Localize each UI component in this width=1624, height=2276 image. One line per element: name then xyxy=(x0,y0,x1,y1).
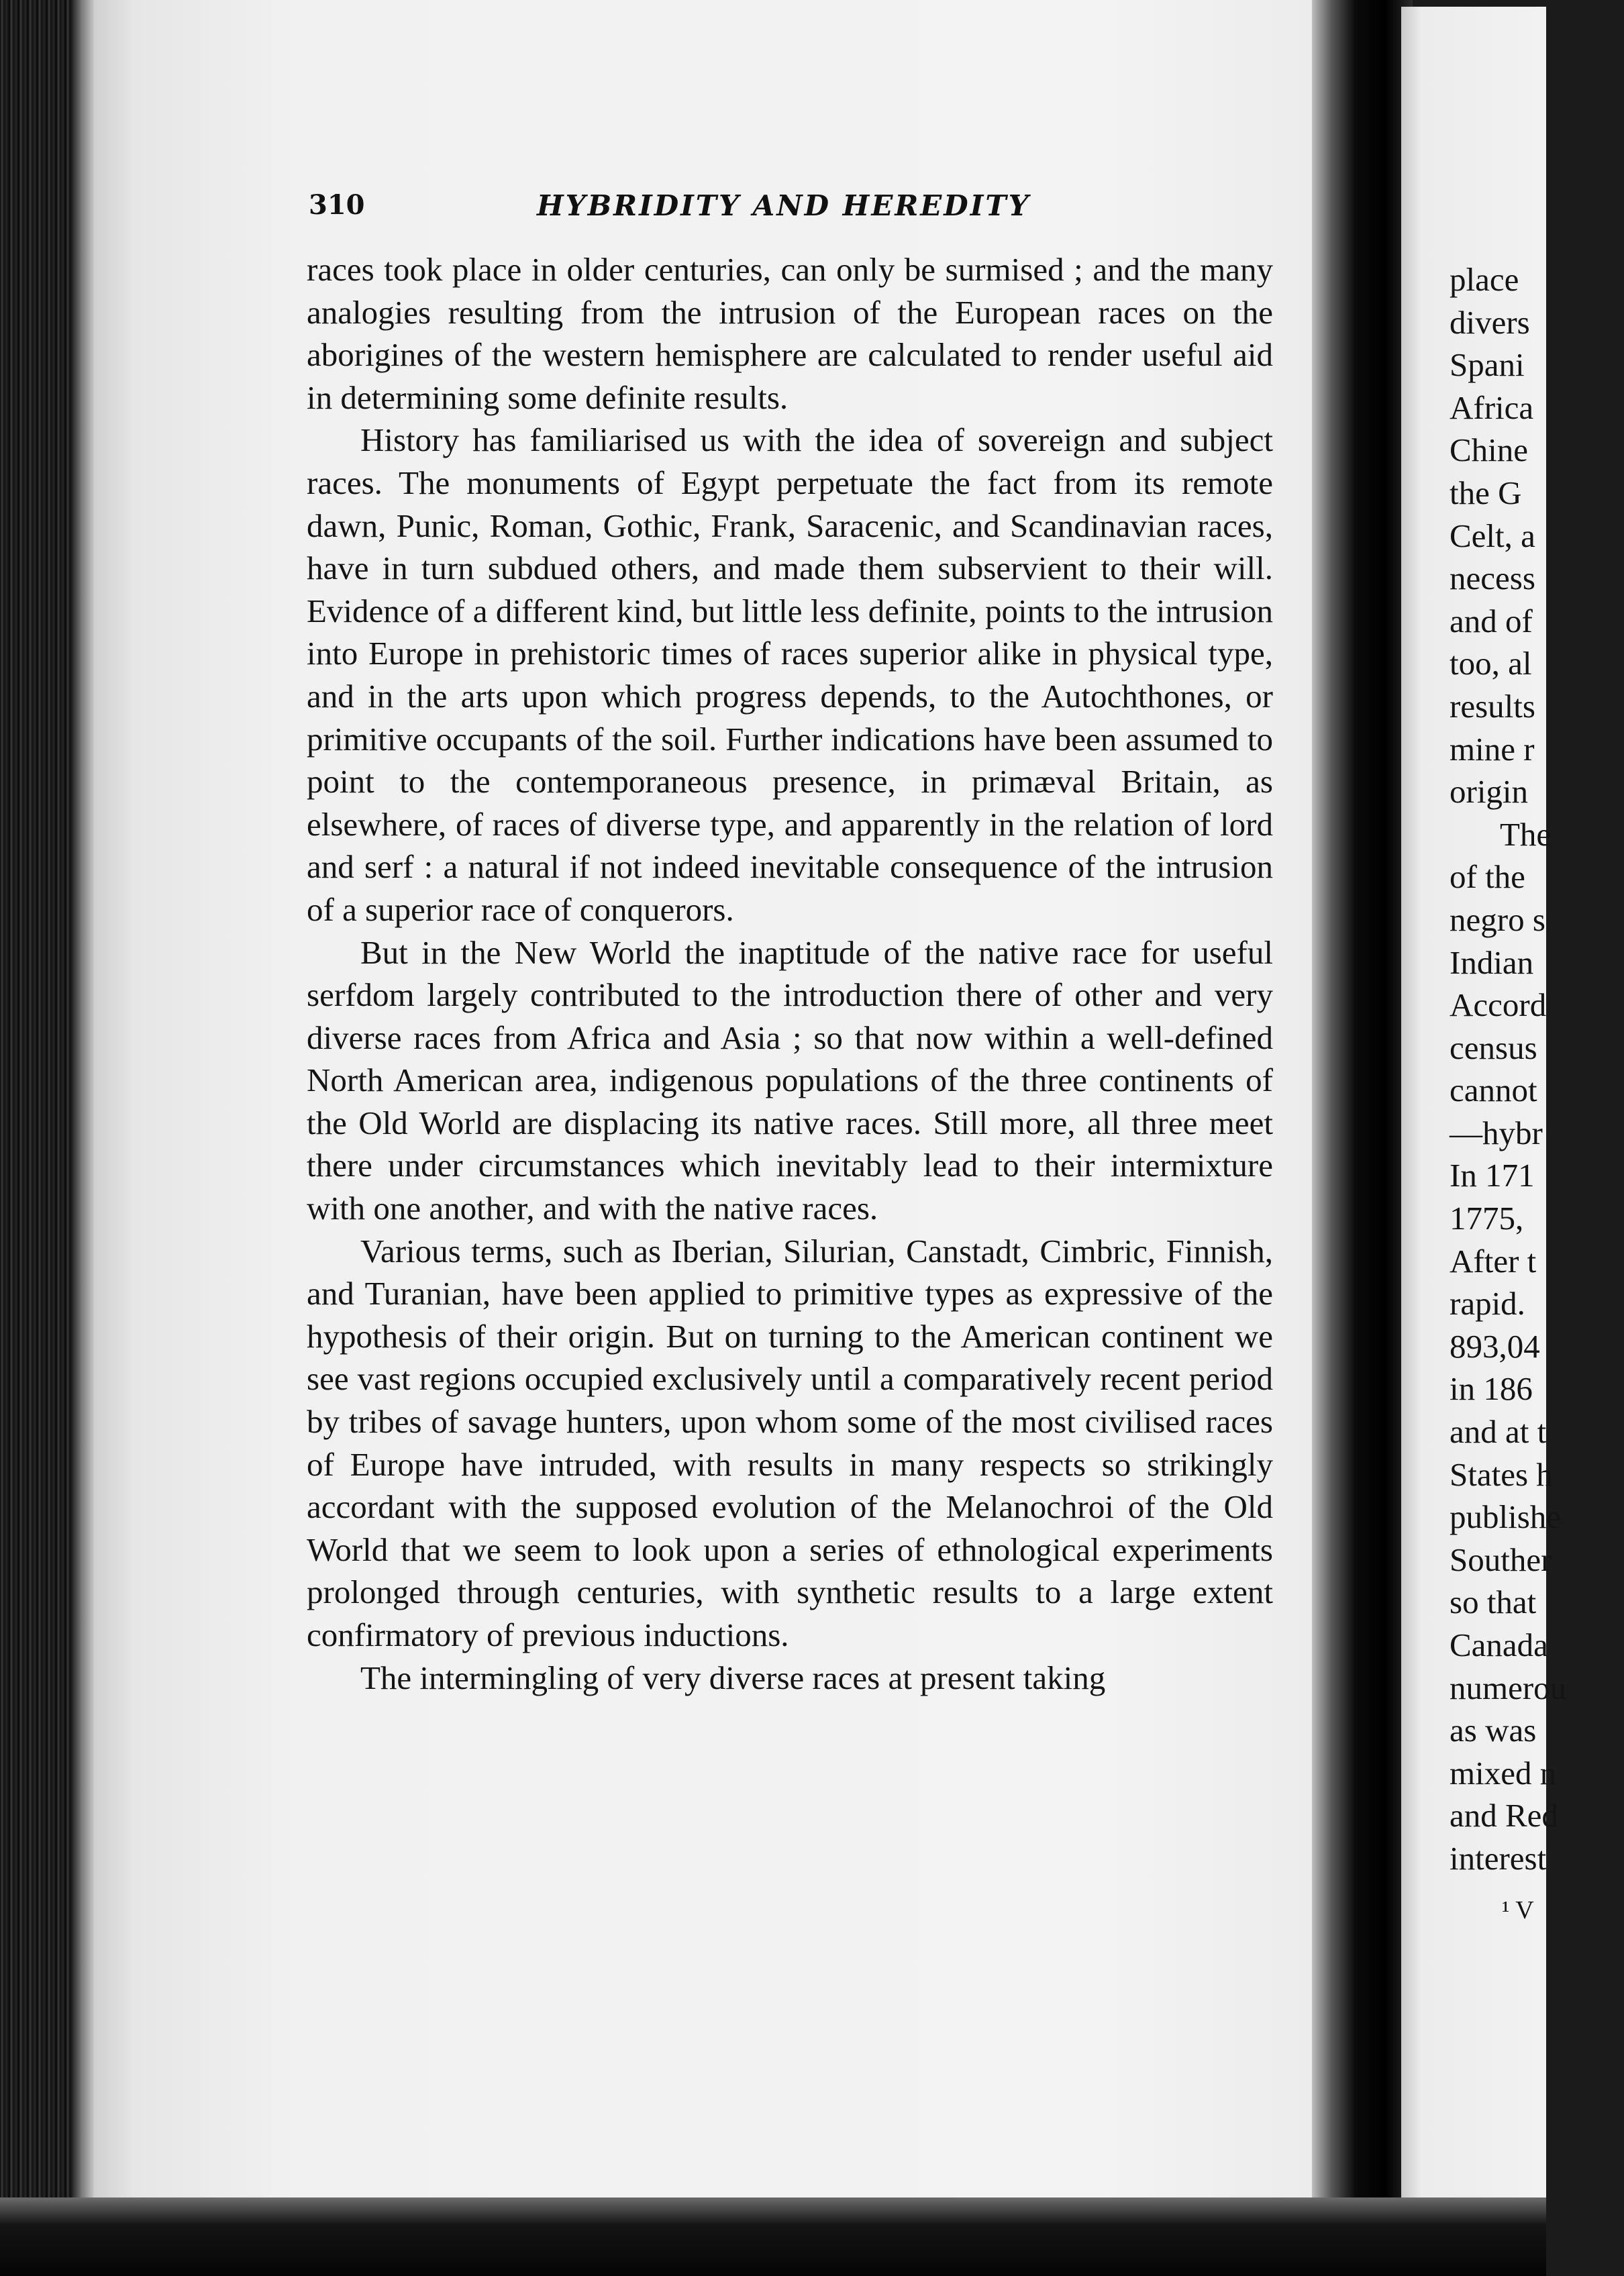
facing-page-line: Africa xyxy=(1450,389,1534,426)
facing-page-line: mixed n xyxy=(1450,1754,1557,1792)
facing-page-line: interest xyxy=(1450,1839,1547,1877)
facing-page-text xyxy=(1450,258,1624,1880)
paragraph: The intermingling of very diverse races at present taking xyxy=(360,1659,1106,1696)
facing-page-line: in 186 xyxy=(1450,1370,1533,1408)
facing-page-line: rapid. xyxy=(1450,1285,1525,1323)
facing-page-line: numerou xyxy=(1450,1669,1567,1706)
facing-page-line: 893,04 xyxy=(1450,1327,1540,1365)
page-edge-shadow xyxy=(72,0,95,2276)
body-text xyxy=(307,248,1273,1699)
facing-page-line: In 171 xyxy=(1450,1157,1535,1194)
facing-page-line: The xyxy=(1500,815,1552,853)
facing-page-line: Celt, a xyxy=(1450,517,1535,554)
facing-page-line: as was xyxy=(1450,1712,1537,1749)
book-bottom-edge xyxy=(0,2197,1546,2276)
facing-page-line: States h xyxy=(1450,1455,1553,1493)
paragraph: But in the New World the inaptitude of the native race for useful serfdom largely contributed to the introduction there of other and very diverse races from Africa and Asia ; so that now within a well-defined North American area, indigenous populations of the three continents of the Old World are displacing its native races. Still more, all three meet there under circumstances which inevitably lead to their intermixture with one another, and with the native races. xyxy=(307,933,1273,1227)
facing-page-line: Accord xyxy=(1450,986,1547,1024)
paragraph: History has familiarised us with the idea of sovereign and subject races. The monuments of Egypt perpetuate the fact from its remote dawn, Punic, Roman, Gothic, Frank, Saracenic, and Scandinavian races, have in turn subdued others, and made them subservient to their will. Evidence of a different kind, but little less definite, points to the intrusion into Europe in prehistoric times of races superior alike in physical type, and in the arts upon which progress depends, to the Autochthones, or primitive occupants of the soil. Further indications have been assumed to point to the contemporaneous presence, in primæval Britain, as elsewhere, of races of diverse type, and apparently in the relation of lord and serf : a natural if not indeed inevitable consequence of the intrusion of a superior race of conquerors. xyxy=(307,421,1273,928)
facing-page-line: Indian xyxy=(1450,943,1534,981)
facing-page-line: the G xyxy=(1450,474,1522,511)
facing-page-line: negro s xyxy=(1450,900,1545,938)
facing-page-line: publishe xyxy=(1450,1498,1562,1536)
facing-page-line: After t xyxy=(1450,1242,1537,1280)
facing-page-line: 1775, xyxy=(1450,1200,1524,1237)
facing-page-line: cannot xyxy=(1450,1072,1537,1109)
facing-page-line: Chine xyxy=(1450,431,1529,469)
facing-page-line: place xyxy=(1450,261,1519,298)
facing-page-line: so that xyxy=(1450,1584,1537,1621)
facing-page-line: Souther xyxy=(1450,1541,1552,1578)
facing-page-line: divers xyxy=(1450,303,1530,341)
facing-page-line: and Red xyxy=(1450,1797,1558,1834)
facing-page-line: —hybr xyxy=(1450,1114,1543,1151)
running-title: HYBRIDITY AND HEREDITY xyxy=(537,189,1031,222)
paragraph: Various terms, such as Iberian, Silurian, Canstadt, Cimbric, Finnish, and Turanian, have been applied to primitive types as expressive of the hypothesis of their origin. But on turning to the American continent we see vast regions occupied exclusively until a comparatively recent period by tribes of savage hunters, upon whom some of the most civilised races of Europe have intruded, with results in many respects so strikingly accordant with the supposed evolution of the Melanochroi of the Old World that we seem to look upon a series of ethnological experiments prolonged through centuries, with synthetic results to a large extent confirmatory of previous inductions. xyxy=(307,1232,1273,1653)
paragraph: races took place in older centuries, can only be surmised ; and the many analogies resulting from the intrusion of the European races on the aborigines of the western hemisphere are calculated to render useful aid in determining some definite results. xyxy=(307,251,1273,416)
book-gutter xyxy=(1312,0,1413,2276)
facing-page-line: necess xyxy=(1450,560,1535,597)
facing-page-line: Canada xyxy=(1450,1626,1548,1663)
facing-page-line: results xyxy=(1450,687,1535,725)
facing-page-footnote: ¹ V xyxy=(1502,1896,1534,1924)
facing-page-line: Spani xyxy=(1450,346,1525,384)
page-number: 310 xyxy=(309,189,365,221)
facing-page-line: mine r xyxy=(1450,730,1535,768)
facing-page-line: origin xyxy=(1450,773,1529,811)
facing-page-line: and of xyxy=(1450,602,1533,639)
page-header xyxy=(309,189,1288,236)
facing-page-line: and at t xyxy=(1450,1413,1547,1451)
facing-page-line: of the xyxy=(1450,858,1525,896)
facing-page-line: census xyxy=(1450,1029,1537,1066)
facing-page-line: too, al xyxy=(1450,645,1532,682)
